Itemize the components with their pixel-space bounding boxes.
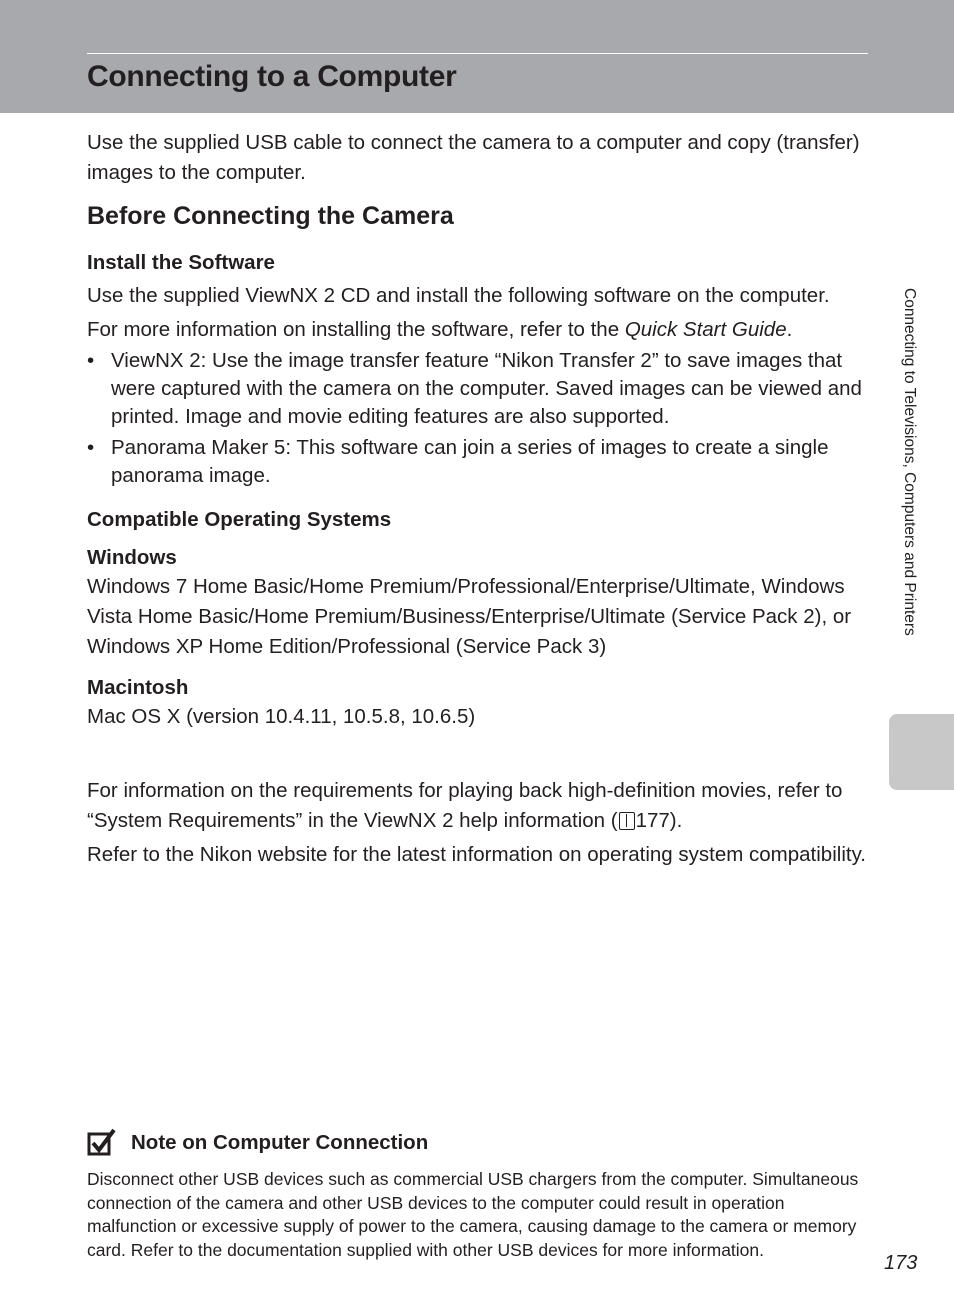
install-paragraph: Use the supplied ViewNX 2 CD and install the following software on the computer.: [87, 284, 830, 307]
requirements-page-ref: 177: [635, 809, 670, 832]
requirements-text-body: For information on the requirements for playing back high-definition movies, refer to “System Requirements” in the ViewNX 2 help information (: [87, 779, 843, 832]
list-item: [87, 347, 877, 431]
website-text: Refer to the Nikon website for the latest information on operating system compatibility.: [87, 843, 866, 866]
list-item-text: Panorama Maker 5: This software can join a series of images to create a single panorama image.: [111, 436, 829, 487]
chapter-tab: [889, 714, 954, 790]
macintosh-text: Mac OS X (version 10.4.11, 10.5.8, 10.6.5): [87, 705, 476, 728]
note-box: [87, 1128, 877, 1262]
install-more-info: [87, 315, 877, 345]
header-rule: [87, 53, 868, 54]
subheading-compatible-os: Compatible Operating Systems: [87, 508, 392, 531]
macintosh-heading: Macintosh: [87, 676, 189, 699]
note-title: Note on Computer Connection: [131, 1131, 429, 1154]
list-item-text: ViewNX 2: Use the image transfer feature “Nikon Transfer 2” to save images that were captured with the camera on the computer. Saved images can be viewed and printed. Image and movie editing features are also supported.: [111, 349, 862, 428]
chapter-side-label: Connecting to Televisions, Computers and Printers: [901, 288, 918, 636]
note-text: Disconnect other USB devices such as commercial USB chargers from the computer. Simultaneous connection of the camera and other USB devices to the computer could result in operation malfunction or excessive supply of power to the camera, causing damage to the camera or memory card. Refer to the documentation supplied with other USB devices for more information.: [87, 1169, 859, 1260]
list-item: [87, 434, 877, 490]
software-list: [87, 347, 877, 490]
bullet-glyph: •: [87, 436, 95, 459]
page-title: Connecting to a Computer: [87, 60, 457, 93]
requirements-text: [87, 776, 877, 836]
bullet-glyph: •: [87, 349, 95, 372]
checkmark-icon: [87, 1128, 117, 1158]
quick-start-guide-title: Quick Start Guide: [624, 318, 787, 341]
note-header: [87, 1128, 877, 1158]
intro-text: Use the supplied USB cable to connect the camera to a computer and copy (transfer) images to the computer.: [87, 131, 860, 184]
subheading-install-software: Install the Software: [87, 251, 275, 274]
main-content: [87, 128, 877, 870]
windows-heading: Windows: [87, 546, 177, 569]
install-more-info-end: .: [786, 318, 793, 341]
header-band: [0, 0, 954, 113]
requirements-text-end: ).: [669, 809, 683, 832]
page-number: 173: [884, 1252, 918, 1274]
book-reference-icon: [619, 812, 635, 830]
install-more-info-text: For more information on installing the software, refer to the: [87, 318, 625, 341]
windows-text: Windows 7 Home Basic/Home Premium/Professional/Enterprise/Ultimate, Windows Vista Home Basic/Home Premium/Business/Enterprise/Ultimate (Service Pack 2), or Windows XP Home Edition/Professional (Service Pack 3): [87, 575, 852, 658]
section-heading-before-connecting: Before Connecting the Camera: [87, 202, 454, 230]
